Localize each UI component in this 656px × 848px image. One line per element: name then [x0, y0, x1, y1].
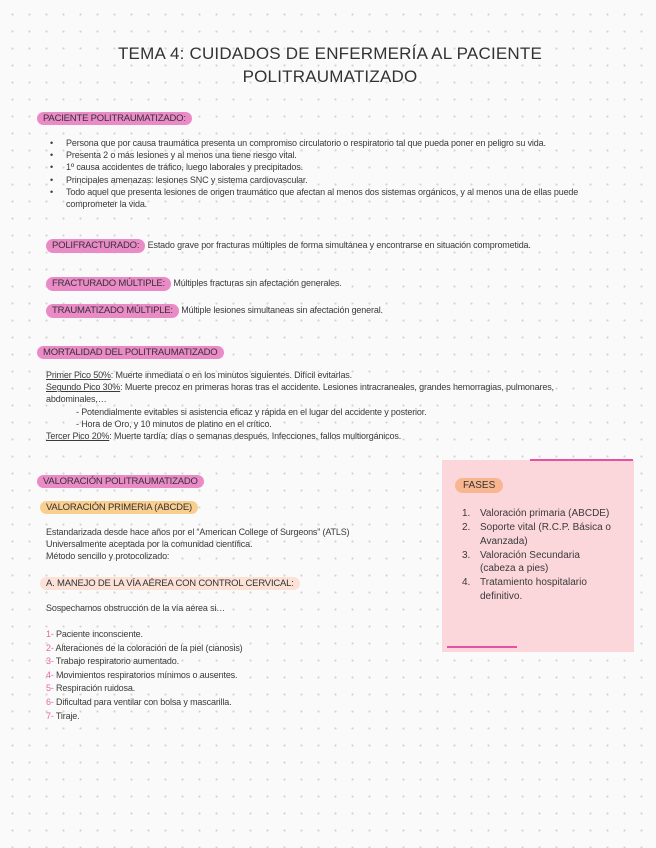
def-text: Múltiple lesiones simultaneas sin afectación general. [178, 305, 383, 315]
heading-fases: FASES [455, 478, 503, 493]
mortalidad-content [46, 369, 606, 442]
list-item [46, 696, 426, 710]
fases-bottom-line [447, 646, 517, 648]
pico-label: Segundo Pico 30% [46, 382, 121, 393]
pico-sub: - Potendialmente evitables si asistencia eficaz y rápida en el lugar del accidente y posterior. [76, 406, 427, 417]
list-item: • Todo aquel que presenta lesiones de origen traumático que afectan al menos dos sistemas orgánicos, y al menos una de ellas puede comprometer la vida. [48, 186, 588, 210]
section-mortalidad [37, 342, 224, 360]
heading-via-aerea: A. MANEJO DE LA VÍA AÉREA CON CONTROL CERVICAL: [40, 577, 300, 590]
valoracion-intro [46, 526, 426, 563]
heading-paciente-politraumatizado: PACIENTE POLITRAUMATIZADO: [37, 112, 192, 125]
list-item [46, 710, 426, 724]
signs-list [46, 628, 426, 723]
def-text: Múltiples fracturas sin afectación generales. [171, 278, 342, 288]
item-text: Paciente inconsciente. [53, 629, 143, 639]
pico-1 [46, 369, 606, 381]
list-item: • 1º causa accidentes de tráfico, luego laborales y precipitados. [48, 161, 588, 173]
list-item [456, 549, 616, 576]
item-text: Respiración ruidosa. [53, 683, 136, 694]
item-text: Valoración Secundaria (cabeza a pies) [480, 549, 580, 575]
item-number: 2- [46, 642, 54, 653]
section-paciente [37, 108, 192, 126]
item-text: Valoración primaria (ABCDE) [480, 508, 610, 519]
list-item [46, 655, 426, 669]
list-item [456, 507, 616, 520]
fases-top-line [530, 459, 633, 461]
list-item [46, 669, 426, 683]
item-text: Dificultad para ventilar con bolsa y mascarilla. [53, 696, 232, 707]
def-polifracturado [46, 239, 586, 253]
item-text: Trabajo respiratorio aumentado. [53, 656, 179, 667]
term-traumatizado-multiple: TRAUMATIZADO MÚLTIPLE: [46, 304, 179, 318]
title-line-2: POLITRAUMATIZADO [242, 67, 418, 86]
fases-list [456, 507, 616, 604]
list-item [456, 576, 616, 603]
pico-sub: - Hora de Oro, y 10 minutos de platino en el crítico. [76, 418, 272, 429]
def-fracturado-multiple [46, 277, 586, 291]
item-text: Alteraciones de la coloración de la piel (cianosis) [53, 642, 243, 653]
heading-valoracion: VALORACIÓN POLITRAUMATIZADO [37, 475, 204, 488]
term-fracturado-multiple: FRACTURADO MÚLTIPLE: [46, 277, 171, 291]
pico-3 [46, 430, 606, 442]
list-item [46, 642, 426, 656]
item-number: 3. [462, 549, 471, 561]
pico-label: Tercer Pico 20% [46, 431, 110, 442]
heading-valoracion-primaria: VALORACIÓN PRIMERIA (ABCDE) [40, 501, 198, 514]
pico-2 [46, 381, 606, 405]
item-number: 4. [462, 577, 471, 589]
intro-line: Método sencillo y protocolizado: [46, 551, 170, 562]
valoracion-primaria [40, 497, 198, 515]
intro-line: Universalmente aceptada por la comunidad científica. [46, 539, 253, 550]
page-title [60, 42, 600, 88]
term-polifracturado: POLIFRACTURADO: [46, 239, 145, 253]
item-number: 6- [46, 696, 54, 707]
list-item [46, 682, 426, 696]
item-number: 2. [462, 522, 471, 534]
title-line-1: TEMA 4: CUIDADOS DE ENFERMERÍA AL PACIENTE [117, 44, 543, 63]
pico-text: : Muerte precoz en primeras horas tras el accidente. Lesiones intracraneales, grandes hemorragias, pulmonares, abdominales,… [46, 382, 554, 405]
suspect-text: Sospechamos obstrucción de la vía aérea si… [46, 603, 226, 613]
heading-mortalidad: MORTALIDAD DEL POLITRAUMATIZADO [37, 346, 224, 359]
item-number: 5- [46, 683, 54, 694]
item-text: Tratamiento hospitalario definitivo. [480, 577, 587, 602]
pico-text: : Muerte inmediata o en los minutos siguientes. Difícil evitarlas. [110, 370, 352, 380]
item-text: Movimientos respiratorios mínimos o ausentes. [53, 669, 238, 680]
section-via-aerea [40, 573, 300, 591]
item-text: Soporte vital (R.C.P. Básica o Avanzada) [480, 522, 611, 547]
list-item: • Presenta 2 o más lesiones y al menos una tiene riesgo vital. [48, 149, 588, 161]
section-valoracion [37, 471, 204, 489]
item-text: Tiraje. [53, 710, 80, 721]
item-number: 1. [462, 508, 471, 519]
item-number: 1- [46, 629, 54, 639]
item-number: 7- [46, 710, 54, 721]
item-number: 3- [46, 656, 54, 667]
def-traumatizado-multiple [46, 304, 586, 318]
pico-text: : Muerte tardía: días o semanas después. Infecciones, fallos multiorgánicos. [109, 431, 402, 442]
pico-label: Primer Pico 50% [46, 370, 111, 380]
list-item: • Persona que por causa traumática presenta un compromiso circulatorio o respiratorio tal que pueda poner en peligro su vida. [48, 137, 588, 149]
intro-line: Estandarizada desde hace años por el “American College of Surgeons” (ATLS) [46, 527, 350, 537]
item-number: 4- [46, 669, 54, 680]
list-item [456, 521, 616, 548]
list-item [46, 628, 426, 642]
list-item: • Principales amenazas: lesiones SNC y sistema cardiovascular. [48, 174, 588, 186]
def-text: Estado grave por fracturas múltiples de forma simultánea y encontrarse en situación comprometida. [145, 240, 531, 250]
bullet-list [48, 137, 588, 210]
